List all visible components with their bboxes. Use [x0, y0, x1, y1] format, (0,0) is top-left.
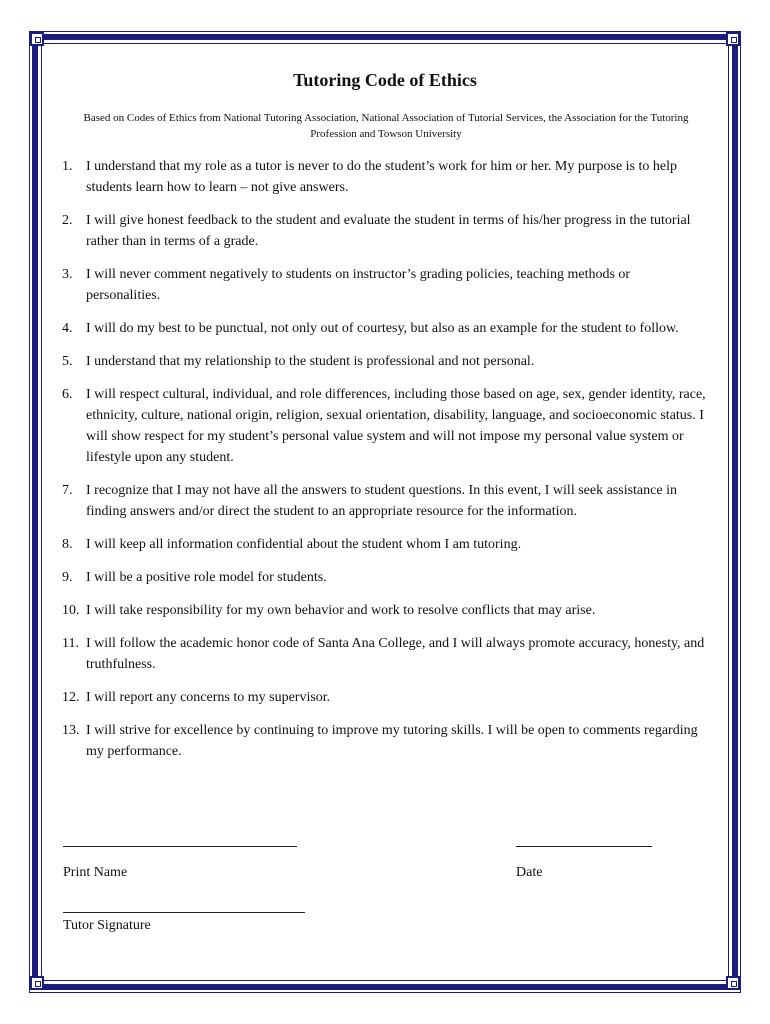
item-text: I understand that my relationship to the student is professional and not personal.	[86, 354, 535, 369]
ethics-item-9	[62, 567, 706, 588]
item-number: 2.	[62, 213, 73, 228]
corner-ornament-top-left	[30, 32, 44, 46]
date-label: Date	[516, 865, 543, 880]
ethics-item-10	[62, 600, 706, 621]
ethics-item-13	[62, 720, 706, 762]
item-number: 4.	[62, 321, 73, 336]
item-text: I recognize that I may not have all the answers to student questions. In this event, I will seek assistance in finding answers and/or direct the student to an appropriate resource for the information.	[86, 483, 677, 519]
document-subtitle: Based on Codes of Ethics from National Tutoring Association, National Association of Tutorial Services, the Association for the Tutoring Profession and Towson University	[83, 112, 689, 140]
print-name-label: Print Name	[63, 865, 128, 880]
item-text: I will report any concerns to my supervisor.	[86, 690, 331, 705]
border-ornament-left	[34, 48, 38, 976]
item-number: 6.	[62, 387, 73, 402]
ethics-list	[62, 156, 706, 774]
item-text: I will do my best to be punctual, not only out of courtesy, but also as an example for the student to follow.	[86, 321, 679, 336]
item-number: 1.	[62, 159, 73, 174]
tutor-signature-line[interactable]	[63, 912, 305, 913]
item-number: 9.	[62, 570, 73, 585]
date-line[interactable]	[516, 846, 652, 847]
item-text: I understand that my role as a tutor is never to do the student’s work for him or her. My purpose is to help students learn how to learn – not give answers.	[86, 159, 678, 195]
corner-ornament-top-right	[726, 32, 740, 46]
item-number: 11.	[62, 636, 79, 651]
corner-ornament-bottom-right	[726, 976, 740, 990]
ethics-item-12	[62, 687, 706, 708]
item-text: I will take responsibility for my own behavior and work to resolve conflicts that may arise.	[86, 603, 596, 618]
item-number: 13.	[62, 723, 80, 738]
ethics-item-8	[62, 534, 706, 555]
item-number: 12.	[62, 690, 80, 705]
item-text: I will strive for excellence by continuing to improve my tutoring skills. I will be open to comments regarding my performance.	[86, 723, 698, 759]
ethics-item-3	[62, 264, 706, 306]
ethics-item-5	[62, 351, 706, 372]
item-number: 5.	[62, 354, 73, 369]
document-title: Tutoring Code of Ethics	[293, 70, 477, 90]
item-text: I will give honest feedback to the student and evaluate the student in terms of his/her progress in the tutorial rather than in terms of a grade.	[86, 213, 691, 249]
border-ornament-bottom	[45, 984, 725, 988]
item-number: 8.	[62, 537, 73, 552]
ethics-item-11	[62, 633, 706, 675]
item-number: 3.	[62, 267, 73, 282]
item-text: I will keep all information confidential about the student whom I am tutoring.	[86, 537, 522, 552]
border-ornament-right	[732, 48, 736, 976]
ethics-item-1	[62, 156, 706, 198]
ethics-item-6	[62, 384, 706, 468]
tutor-signature-label: Tutor Signature	[63, 918, 151, 933]
item-text: I will be a positive role model for students.	[86, 570, 327, 585]
ethics-item-2	[62, 210, 706, 252]
ethics-item-4	[62, 318, 706, 339]
item-text: I will never comment negatively to students on instructor’s grading policies, teaching methods or personalities.	[86, 267, 631, 303]
item-text: I will follow the academic honor code of Santa Ana College, and I will always promote accuracy, honesty, and truthfulness.	[86, 636, 705, 672]
item-number: 10.	[62, 603, 80, 618]
border-ornament-top	[45, 36, 725, 40]
ethics-item-7	[62, 480, 706, 522]
item-text: I will respect cultural, individual, and role differences, including those based on age, sex, gender identity, race, ethnicity, culture, national origin, religion, sexual orientation, disability, language, and socioeconomic status. I will show respect for my student’s personal value system and will not impose my personal value system or lifestyle upon any student.	[86, 387, 706, 465]
corner-ornament-bottom-left	[30, 976, 44, 990]
print-name-line[interactable]	[63, 846, 297, 847]
item-number: 7.	[62, 483, 73, 498]
